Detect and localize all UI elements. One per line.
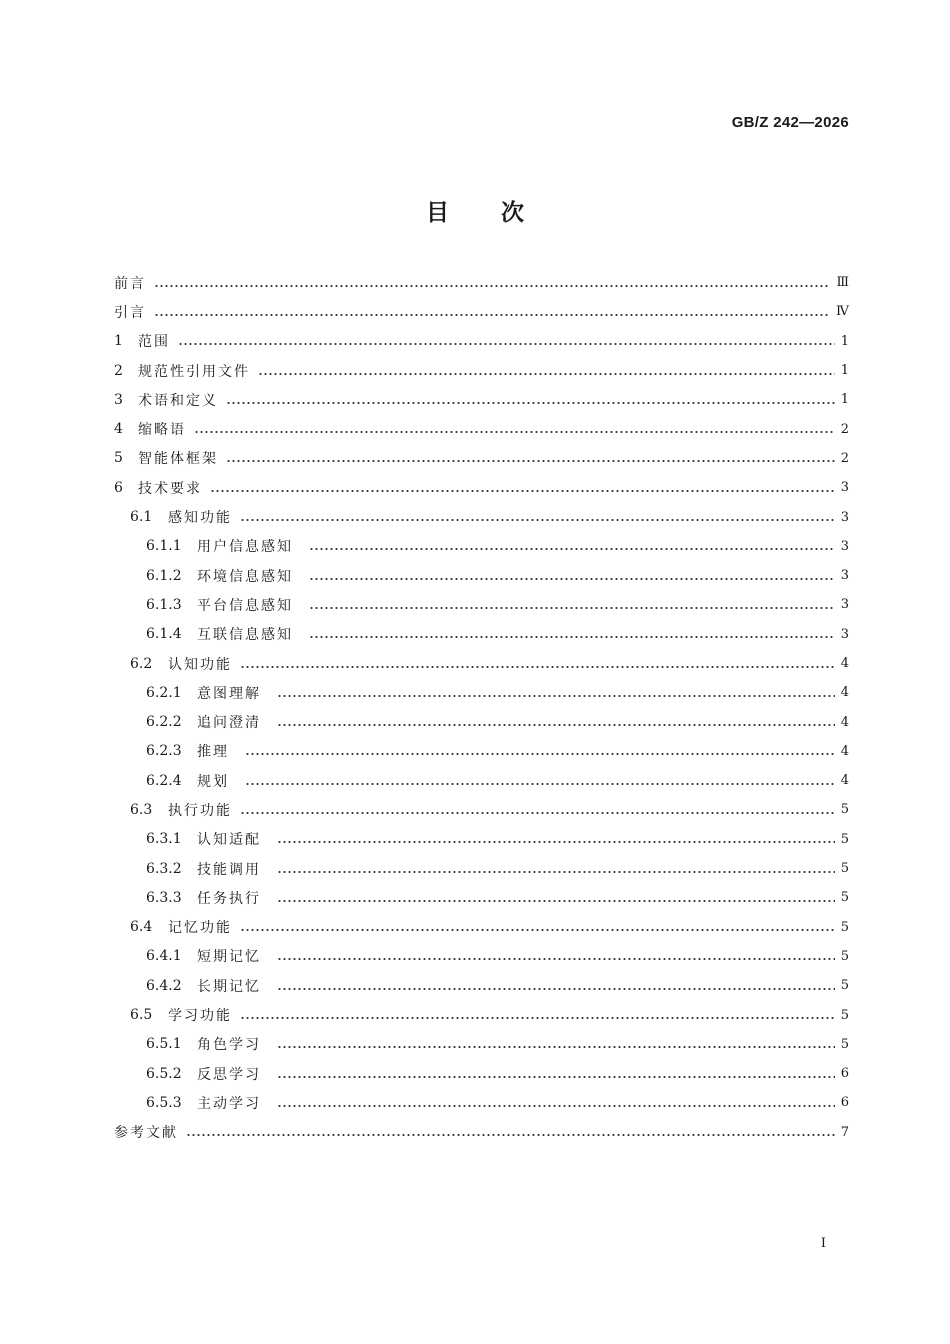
toc-entry-page: Ⅲ [836,275,849,291]
toc-entry-number: 6.5.3 [146,1094,182,1111]
toc-entry[interactable] [114,1088,849,1117]
toc-entry-page: 3 [840,509,849,525]
toc-entry-page: 2 [840,450,849,466]
toc-entry-page: 1 [840,363,849,379]
toc-entry-page: 6 [840,1095,849,1111]
toc-entry[interactable] [114,766,849,795]
page-title: 目次 [426,200,576,226]
toc-entry[interactable] [114,649,849,678]
toc-entry-page: 5 [840,802,849,818]
toc-entry-number: 6.1.4 [146,626,182,643]
toc-leader-dots [194,422,835,436]
toc-entry-page: 1 [840,333,849,349]
toc-leader-dots [277,715,835,729]
toc-entry-label: 认知功能 [168,656,232,673]
toc-entry-label: 反思学习 [197,1066,261,1083]
toc-leader-dots [240,1008,835,1022]
toc-entry[interactable] [114,825,849,854]
toc-entry[interactable] [114,356,849,385]
toc-leader-dots [240,510,835,524]
toc-leader-dots [186,1125,835,1139]
toc-entry-number: 6.5.2 [146,1065,182,1082]
toc-entry-label: 技术要求 [138,480,202,497]
toc-entry-number: 6.2 [130,655,153,672]
toc-entry-number: 6.3 [130,801,153,818]
toc-leader-dots [277,1067,835,1081]
toc-entry-number: 6.1.1 [146,538,182,555]
toc-entry-number: 6.2.1 [146,684,182,701]
toc-entry-label: 术语和定义 [138,392,218,409]
toc-entry[interactable] [114,297,849,326]
toc-entry-page: 3 [840,538,849,554]
toc-entry[interactable] [114,795,849,824]
toc-entry-number: 6.3.2 [146,860,182,877]
toc-entry-label: 规范性引用文件 [138,363,250,380]
toc-entry-number: 6.1 [130,509,153,526]
toc-entry-page: 5 [840,890,849,906]
toc-entry[interactable] [114,414,849,443]
toc-entry-number: 3 [114,391,123,408]
toc-entry-label: 任务执行 [197,890,261,907]
toc-entry-label: 追问澄清 [197,715,261,732]
toc-entry-page: 3 [840,626,849,642]
toc-leader-dots [178,334,835,348]
toc-leader-dots [240,803,835,817]
toc-entry-page: 5 [840,831,849,847]
toc-entry-label: 规划 [197,773,229,790]
toc-entry-page: 7 [840,1124,849,1140]
toc-entry[interactable] [114,1059,849,1088]
toc-entry-page: 5 [840,1036,849,1052]
toc-entry-label: 平台信息感知 [197,597,293,614]
toc-entry[interactable] [114,1118,849,1147]
toc-entry[interactable] [114,444,849,473]
toc-leader-dots [277,862,835,876]
toc-entry-page: 6 [840,1066,849,1082]
toc-entry-page: 5 [840,919,849,935]
toc-leader-dots [277,832,835,846]
toc-entry[interactable] [114,327,849,356]
table-of-contents [114,268,849,1147]
toc-entry-number: 6.1.3 [146,596,182,613]
toc-entry-page: 5 [840,1007,849,1023]
toc-entry[interactable] [114,737,849,766]
toc-entry-number: 6.2.2 [146,714,182,731]
toc-entry-label: 前言 [114,275,146,292]
toc-leader-dots [309,539,835,553]
toc-entry-page: 3 [840,480,849,496]
toc-entry-label: 意图理解 [197,685,261,702]
toc-entry-page: 4 [840,656,849,671]
toc-leader-dots [210,481,835,495]
toc-entry-label: 智能体框架 [138,451,218,468]
toc-entry-label: 缩略语 [138,422,186,439]
toc-leader-dots [277,891,835,905]
toc-entry-label: 环境信息感知 [197,568,293,585]
toc-leader-dots [258,364,835,378]
toc-entry-label: 主动学习 [197,1095,261,1112]
toc-entry[interactable] [114,1000,849,1029]
toc-entry[interactable] [114,561,849,590]
toc-entry-page: 3 [840,597,849,613]
toc-entry-number: 6.5.1 [146,1036,182,1053]
toc-leader-dots [240,920,835,934]
toc-entry-label: 引言 [114,304,146,321]
toc-leader-dots [240,657,835,671]
toc-entry[interactable] [114,590,849,619]
toc-leader-dots [309,569,835,583]
toc-entry-page: 3 [840,568,849,584]
toc-entry-number: 1 [114,333,123,350]
toc-entry-label: 推理 [197,744,229,761]
toc-entry[interactable] [114,1030,849,1059]
toc-entry[interactable] [114,502,849,531]
toc-entry-number: 6.4.2 [146,977,182,994]
toc-leader-dots [245,774,835,788]
toc-entry-number: 6.3.3 [146,889,182,906]
toc-entry-number: 6.2.3 [146,743,182,760]
toc-entry-page: 4 [840,743,849,759]
toc-leader-dots [277,1096,835,1110]
toc-entry[interactable] [114,883,849,912]
toc-entry[interactable] [114,678,849,707]
toc-entry-label: 短期记忆 [197,949,261,966]
toc-entry-label: 执行功能 [168,802,232,819]
toc-entry-label: 感知功能 [168,510,232,527]
toc-entry-label: 学习功能 [168,1008,232,1025]
toc-leader-dots [226,451,835,465]
toc-leader-dots [245,744,835,758]
toc-entry-number: 6.1.2 [146,567,182,584]
toc-entry-number: 6 [114,479,123,496]
toc-entry-label: 认知适配 [197,832,261,849]
toc-leader-dots [226,393,835,407]
standard-code: GB/Z 242—2026 [731,114,849,131]
toc-entry-page: 1 [840,392,849,408]
toc-entry-page: Ⅳ [836,304,849,320]
toc-entry[interactable] [114,854,849,883]
toc-entry-label: 长期记忆 [197,978,261,995]
toc-entry-number: 6.4 [130,919,153,936]
toc-entry-page: 5 [840,948,849,964]
toc-leader-dots [277,949,835,963]
toc-entry-page: 4 [840,685,849,701]
toc-entry-label: 参考文献 [114,1125,178,1142]
toc-entry[interactable] [114,473,849,502]
toc-entry-number: 6.4.1 [146,948,182,965]
toc-entry-number: 2 [114,362,123,379]
toc-leader-dots [309,598,835,612]
toc-entry-label: 范围 [138,334,170,351]
toc-entry-number: 5 [114,450,123,467]
toc-leader-dots [277,1037,835,1051]
toc-entry[interactable] [114,707,849,736]
toc-leader-dots [277,979,835,993]
toc-entry-label: 角色学习 [197,1037,261,1054]
toc-leader-dots [154,305,830,319]
toc-entry-label: 用户信息感知 [197,539,293,556]
toc-entry-number: 6.3.1 [146,831,182,848]
toc-entry-number: 6.2.4 [146,772,182,789]
toc-entry-label: 记忆功能 [168,920,232,937]
toc-entry-label: 互联信息感知 [197,627,293,644]
toc-entry-number: 4 [114,421,123,438]
toc-entry[interactable] [114,385,849,414]
toc-entry[interactable] [114,532,849,561]
toc-entry-page: 4 [840,714,849,730]
toc-entry-page: 4 [840,773,849,789]
toc-entry-label: 技能调用 [197,861,261,878]
toc-entry-page: 5 [840,861,849,877]
toc-leader-dots [309,627,835,641]
toc-leader-dots [154,276,830,290]
toc-entry[interactable] [114,620,849,649]
toc-entry-page: 2 [840,421,849,437]
toc-leader-dots [277,686,835,700]
toc-entry[interactable] [114,971,849,1000]
toc-entry[interactable] [114,268,849,297]
page-number: I [820,1236,826,1251]
toc-entry-number: 6.5 [130,1007,153,1024]
toc-entry[interactable] [114,942,849,971]
toc-entry[interactable] [114,913,849,942]
toc-entry-page: 5 [840,978,849,994]
